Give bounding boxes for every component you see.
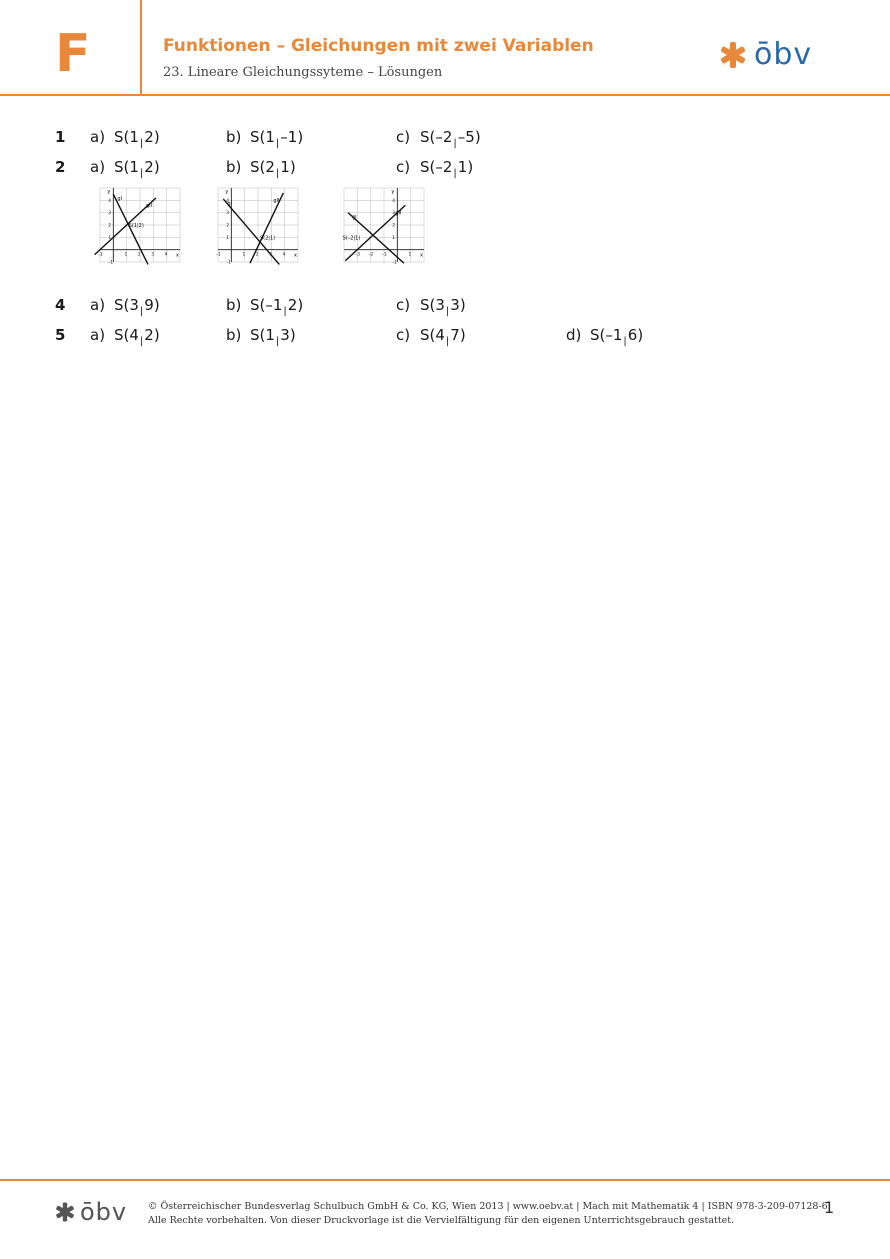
copyright-line-2: Alle Rechte vorbehalten. Von dieser Druckvorlage ist die Vervielfältigung für den eigenen Unterrichtsgebrauch gestattet. bbox=[148, 1215, 735, 1226]
x-tick-label: 2 bbox=[256, 251, 259, 257]
footer-logo bbox=[54, 1200, 127, 1224]
answer-x-value: S(3 bbox=[420, 296, 445, 314]
publisher-logo bbox=[718, 37, 813, 72]
answer-item bbox=[226, 158, 296, 179]
answer-x-value: S(1 bbox=[250, 326, 275, 344]
line-g2-label: gII bbox=[146, 202, 153, 209]
answer-item bbox=[90, 158, 160, 179]
copyright-text bbox=[148, 1200, 828, 1228]
answer-label: c) bbox=[396, 128, 411, 146]
x-tick-label: 3 bbox=[151, 251, 154, 257]
answer-x-value: S(4 bbox=[114, 326, 139, 344]
separator-bar: | bbox=[445, 306, 450, 317]
page-number: 1 bbox=[824, 1198, 835, 1217]
footer-divider bbox=[0, 1179, 890, 1181]
line-g1-label: gI bbox=[117, 196, 122, 203]
line-g2-label: gII bbox=[273, 197, 280, 204]
answer-label: b) bbox=[226, 128, 242, 146]
line-g1 bbox=[113, 194, 148, 264]
y-tick-label: 3 bbox=[226, 210, 229, 216]
answer-y-value: 7) bbox=[450, 326, 466, 344]
answer-item bbox=[396, 158, 473, 179]
y-tick-label: 1 bbox=[108, 234, 111, 240]
x-axis-label: x bbox=[294, 252, 297, 259]
x-tick-label: –1 bbox=[382, 251, 387, 257]
separator-bar: | bbox=[275, 138, 280, 149]
separator-bar: | bbox=[453, 168, 457, 179]
x-tick-label: 1 bbox=[242, 251, 246, 257]
answer-item bbox=[226, 326, 296, 347]
logo-text: ōbv bbox=[80, 1198, 128, 1226]
separator-bar: | bbox=[445, 336, 450, 347]
graphs-row bbox=[0, 182, 890, 282]
answer-y-value: –5) bbox=[457, 128, 481, 146]
answer-y-value: 3) bbox=[450, 296, 466, 314]
y-tick-label: 2 bbox=[226, 222, 229, 228]
page-header bbox=[0, 0, 890, 96]
answer-label: c) bbox=[396, 296, 411, 314]
answer-y-value: 2) bbox=[144, 158, 160, 176]
y-tick-label: –1 bbox=[226, 259, 231, 265]
answer-x-value: S(2 bbox=[250, 158, 275, 176]
page-title: Funktionen – Gleichungen mit zwei Variablen bbox=[163, 36, 594, 56]
answer-x-value: S(–1 bbox=[590, 326, 623, 344]
answer-label: c) bbox=[396, 158, 411, 176]
answer-y-value: 3) bbox=[280, 326, 296, 344]
x-tick-label: –2 bbox=[368, 251, 374, 257]
separator-bar: | bbox=[275, 168, 280, 179]
y-axis-label: y bbox=[225, 189, 229, 195]
answer-item bbox=[396, 296, 466, 317]
x-tick-label: –1 bbox=[98, 251, 103, 257]
answer-label: c) bbox=[396, 326, 411, 344]
y-tick-label: 3 bbox=[392, 210, 395, 216]
intersection-label: S(1|2) bbox=[128, 223, 144, 229]
page-subtitle: 23. Lineare Gleichungssyteme – Lösungen bbox=[163, 65, 443, 80]
chapter-letter: F bbox=[55, 24, 91, 84]
answer-item bbox=[396, 128, 481, 149]
answer-x-value: S(3 bbox=[114, 296, 139, 314]
exercise-number: 2 bbox=[55, 158, 66, 176]
answer-x-value: S(1 bbox=[114, 158, 139, 176]
x-tick-label: 4 bbox=[164, 251, 168, 257]
intersection-label: S(2|1) bbox=[260, 235, 276, 242]
x-tick-label: –3 bbox=[355, 251, 360, 257]
answer-item bbox=[226, 296, 303, 317]
answer-label: a) bbox=[90, 326, 106, 344]
answer-item bbox=[566, 326, 643, 347]
separator-bar: | bbox=[283, 306, 287, 317]
y-tick-label: 1 bbox=[392, 234, 395, 240]
separator-bar: | bbox=[139, 306, 144, 317]
x-tick-label: 4 bbox=[282, 251, 286, 257]
y-tick-label: 4 bbox=[108, 197, 111, 203]
coordinate-graph bbox=[338, 182, 430, 268]
answer-label: b) bbox=[226, 296, 242, 314]
answer-label: b) bbox=[226, 326, 242, 344]
answer-y-value: –1) bbox=[280, 128, 304, 146]
coordinate-graph bbox=[212, 182, 304, 268]
answer-x-value: S(1 bbox=[250, 128, 275, 146]
line-g1-label: gI bbox=[352, 214, 357, 221]
y-axis-label: y bbox=[391, 189, 395, 195]
separator-bar: | bbox=[275, 336, 280, 347]
answer-item bbox=[90, 296, 160, 317]
answer-x-value: S(–1 bbox=[250, 296, 283, 314]
exercise-number: 4 bbox=[55, 296, 66, 314]
y-tick-label: 4 bbox=[226, 197, 229, 203]
x-tick-label: 2 bbox=[138, 251, 141, 257]
x-axis-label: x bbox=[420, 252, 423, 259]
y-tick-label: –1 bbox=[108, 259, 113, 265]
answer-y-value: 1) bbox=[280, 158, 296, 176]
answer-label: a) bbox=[90, 158, 106, 176]
answer-x-value: S(–2 bbox=[420, 128, 453, 146]
exercise-row bbox=[0, 326, 890, 350]
intersection-label: S(–2|1) bbox=[342, 235, 361, 242]
copyright-line-1: © Österreichischer Bundesverlag Schulbuch GmbH & Co. KG, Wien 2013 | www.oebv.at | Mach mit Mathematik 4 | ISBN 978-3-209-07128-6 bbox=[148, 1201, 828, 1212]
y-tick-label: 3 bbox=[108, 210, 111, 216]
y-tick-label: 2 bbox=[108, 222, 111, 228]
x-axis-label: x bbox=[176, 252, 179, 259]
x-tick-label: 1 bbox=[408, 251, 412, 257]
answer-y-value: 9) bbox=[144, 296, 160, 314]
coordinate-graph bbox=[94, 182, 186, 268]
separator-bar: | bbox=[453, 138, 457, 149]
y-tick-label: –1 bbox=[392, 259, 397, 265]
answer-label: a) bbox=[90, 128, 106, 146]
answer-x-value: S(4 bbox=[420, 326, 445, 344]
y-axis-label: y bbox=[107, 189, 111, 195]
answer-label: a) bbox=[90, 296, 106, 314]
exercise-row bbox=[0, 296, 890, 320]
separator-bar: | bbox=[139, 168, 144, 179]
separator-bar: | bbox=[139, 336, 144, 347]
answer-y-value: 2) bbox=[144, 326, 160, 344]
separator-bar: | bbox=[623, 336, 627, 347]
exercise-row bbox=[0, 128, 890, 152]
exercise-number: 5 bbox=[55, 326, 66, 344]
answer-y-value: 2) bbox=[287, 296, 304, 314]
answer-label: d) bbox=[566, 326, 582, 344]
answer-y-value: 1) bbox=[457, 158, 474, 176]
answer-item bbox=[90, 326, 160, 347]
answer-x-value: S(–2 bbox=[420, 158, 453, 176]
line-g1-label: gI bbox=[227, 201, 232, 208]
y-tick-label: 4 bbox=[392, 197, 395, 203]
x-tick-label: 1 bbox=[124, 251, 128, 257]
answer-y-value: 6) bbox=[627, 326, 644, 344]
header-divider bbox=[140, 0, 142, 94]
separator-bar: | bbox=[139, 138, 144, 149]
answer-y-value: 2) bbox=[144, 128, 160, 146]
answer-item bbox=[226, 128, 303, 149]
x-tick-label: –1 bbox=[216, 251, 221, 257]
star-logo-icon bbox=[718, 40, 748, 70]
answer-label: b) bbox=[226, 158, 242, 176]
star-logo-icon bbox=[54, 1201, 76, 1223]
line-g2-label: gII bbox=[395, 210, 402, 217]
exercise-number: 1 bbox=[55, 128, 66, 146]
answer-item bbox=[396, 326, 466, 347]
y-tick-label: 2 bbox=[392, 222, 395, 228]
exercise-row bbox=[0, 158, 890, 182]
logo-text: ōbv bbox=[754, 37, 813, 72]
answer-item bbox=[90, 128, 160, 149]
y-tick-label: 1 bbox=[226, 234, 229, 240]
answer-x-value: S(1 bbox=[114, 128, 139, 146]
